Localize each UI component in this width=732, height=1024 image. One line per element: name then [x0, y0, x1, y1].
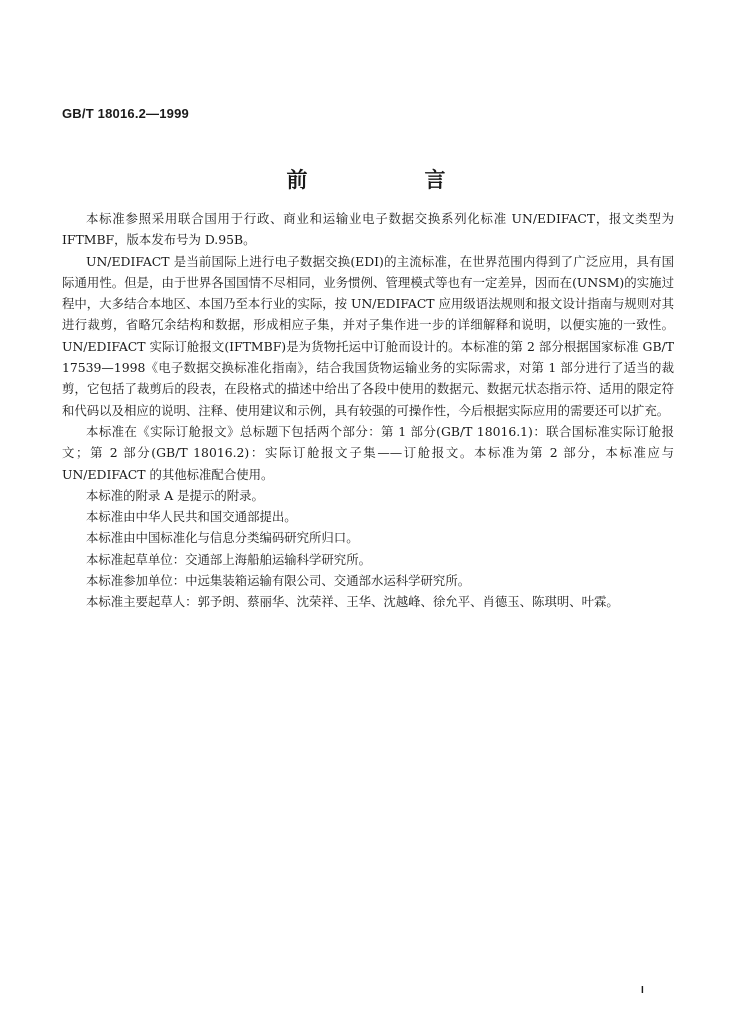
- paragraph-proposer: 本标准由中华人民共和国交通部提出。: [86, 509, 297, 525]
- paragraph-structure: 本标准在《实际订舱报文》总标题下包括两个部分：第 1 部分(GB/T 18016.1)：联合国标准实际订舱报文；第 2 部分(GB/T 18016.2)：实际订舱报文子集——订舱报文。本标准为第 2 部分，本标准应与 UN/EDIFACT 的其他标准配合使用。: [62, 423, 674, 482]
- paragraph-drafting-unit: 本标准起草单位：交通部上海船舶运输科学研究所。: [86, 551, 371, 567]
- paragraph-appendix: 本标准的附录 A 是提示的附录。: [86, 487, 264, 503]
- paragraph-participating-units: 本标准参加单位：中远集装箱运输有限公司、交通部水运科学研究所。: [86, 573, 471, 589]
- standard-number-header: GB/T 18016.2—1999: [62, 106, 189, 121]
- page-number: I: [641, 985, 644, 996]
- paragraph-background: UN/EDIFACT 是当前国际上进行电子数据交换(EDI)的主流标准，在世界范围内得到了广泛应用，具有国际通用性。但是，由于世界各国国情不尽相同，业务惯例、管理模式等也有一定差异，因而在(UNSM)的实施过程中，大多结合本地区、本国乃至本行业的实际，按 UN/EDIFACT 应用级语法规则和报文设计指南与规则对其进行裁剪，省略冗余结构和数据，形成相应子集，并对子集作进一步的详细解释和说明，以便实施的一致性。UN/EDIFACT 实际订舱报文(IFTMBF)是为货物托运中订舱而设计的。本标准的第 2 部分根据国家标准 GB/T 17539—1998《电子数据交换标准化指南》，结合我国货物运输业务的实际需求，对第 1 部分进行了适当的裁剪，它包括了裁剪后的段表，在段格式的描述中给出了各段中使用的数据元、数据元状态指示符、适用的限定符和代码以及相应的说明、注释、使用建议和示例，具有较强的可操作性，今后根据实际应用的需要还可以扩充。: [62, 253, 674, 418]
- paragraph-adoption: 本标准参照采用联合国用于行政、商业和运输业电子数据交换系列化标准 UN/EDIFACT，报文类型为 IFTMBF，版本发布号为 D.95B。: [62, 211, 674, 248]
- paragraph-administrator: 本标准由中国标准化与信息分类编码研究所归口。: [86, 530, 359, 546]
- foreword-body: [62, 208, 674, 613]
- page-title: 前 言: [286, 167, 494, 192]
- paragraph-drafters: 本标准主要起草人：郭予朗、蔡丽华、沈荣祥、王华、沈越峰、徐允平、肖德玉、陈琪明、叶霖。: [86, 594, 619, 610]
